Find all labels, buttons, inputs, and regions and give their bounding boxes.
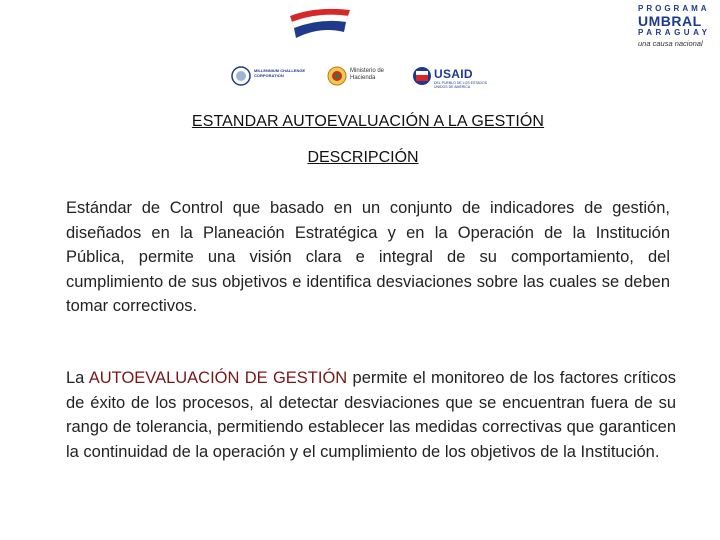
flag-swoosh-icon: [286, 2, 356, 48]
hacienda-text: Ministerio de Hacienda: [350, 68, 385, 81]
brand-line2: UMBRAL: [638, 13, 702, 29]
paragraph-rest: permite el monitoreo de los factores críticos de éxito de los procesos, al detectar desviaciones que se encuentran fuera de su rango de tolerancia, permitiendo establecer las medidas correctivas que garanticen la continuidad de la operación y el cumplimiento de los objetivos de la Institución.: [66, 369, 676, 461]
partner-logos: [230, 64, 492, 88]
usaid-seal-icon: [412, 64, 432, 86]
usaid-subtext: DEL PUEBLO DE LOS ESTADOS UNIDOS DE AMÉRICA: [434, 81, 488, 89]
mcc-text: MILLENNIUM CHALLENGE CORPORATION: [254, 68, 306, 78]
brand-line1: PROGRAMA: [638, 4, 710, 13]
description-paragraph: Estándar de Control que basado en un conjunto de indicadores de gestión, diseñados en la Planeación Estratégica y en la Operación de la Institución Pública, permite una visión clara e integral de su comportamiento, del cumplimiento de sus objetivos e identifica desviaciones sobre las cuales se deben tomar correctivos.: [66, 199, 670, 316]
hacienda-seal-icon: [326, 64, 348, 86]
highlight-term: AUTOEVALUACIÓN DE GESTIÓN: [88, 369, 348, 387]
page-title: ESTANDAR AUTOEVALUACIÓN A LA GESTIÓN: [191, 113, 545, 130]
mcc-seal-icon: [230, 64, 252, 86]
paragraph-prefix: La: [66, 369, 89, 387]
autoevaluacion-paragraph: [66, 366, 676, 464]
brand-line3: PARAGUAY: [638, 28, 711, 37]
mcc-logo: [230, 64, 314, 88]
ministerio-hacienda-logo: [326, 64, 400, 88]
brand-tagline: una causa nacional: [638, 39, 703, 48]
section-heading: DESCRIPCIÓN: [307, 149, 419, 166]
usaid-logo: [412, 64, 492, 88]
brand-text: [638, 4, 710, 48]
programa-umbral-logo: [286, 2, 711, 48]
usaid-text: USAID: [434, 67, 473, 81]
